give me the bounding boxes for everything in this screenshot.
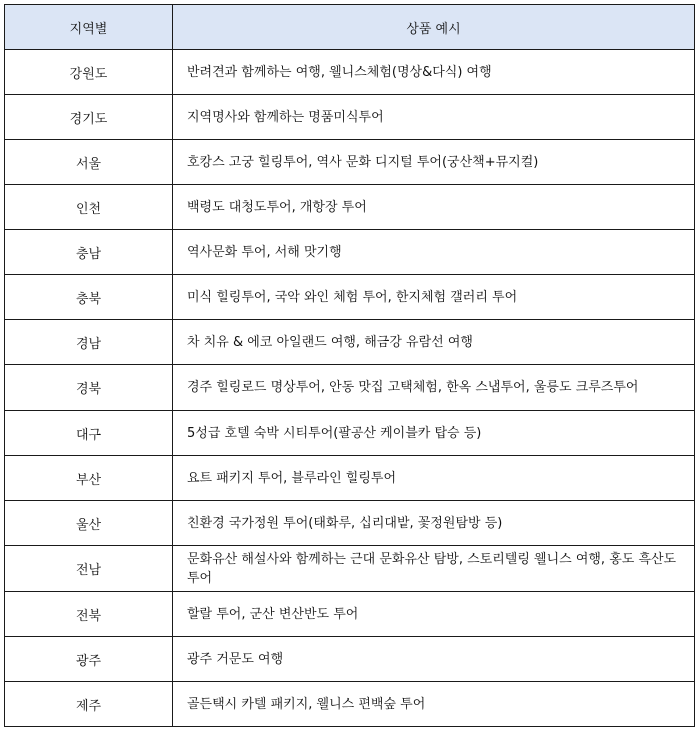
region-cell: 부산 xyxy=(5,456,173,501)
product-cell: 반려견과 함께하는 여행, 웰니스체험(명상&다식) 여행 xyxy=(173,50,695,95)
table-row xyxy=(5,50,695,95)
product-cell: 역사문화 투어, 서해 맛기행 xyxy=(173,230,695,275)
table-row xyxy=(5,140,695,185)
table-row xyxy=(5,95,695,140)
table-header-row xyxy=(5,5,695,50)
header-region: 지역별 xyxy=(5,5,173,50)
region-cell: 전남 xyxy=(5,546,173,592)
region-cell: 광주 xyxy=(5,637,173,682)
region-cell: 대구 xyxy=(5,411,173,456)
region-cell: 경기도 xyxy=(5,95,173,140)
product-cell: 호캉스 고궁 힐링투어, 역사 문화 디지털 투어(궁산책+뮤지컬) xyxy=(173,140,695,185)
product-cell: 경주 힐링로드 명상투어, 안동 맛집 고택체험, 한옥 스냅투어, 울릉도 크루즈투어 xyxy=(173,365,695,411)
region-cell: 강원도 xyxy=(5,50,173,95)
product-cell: 문화유산 해설사와 함께하는 근대 문화유산 탐방, 스토리텔링 웰니스 여행, 홍도 흑산도 투어 xyxy=(173,546,695,592)
table-row xyxy=(5,682,695,727)
table-row xyxy=(5,320,695,365)
table-row xyxy=(5,637,695,682)
table-row xyxy=(5,501,695,546)
table-row xyxy=(5,365,695,411)
region-cell: 경남 xyxy=(5,320,173,365)
product-cell: 골든택시 카텔 패키지, 웰니스 편백숲 투어 xyxy=(173,682,695,727)
table-row xyxy=(5,275,695,320)
product-cell: 요트 패키지 투어, 블루라인 힐링투어 xyxy=(173,456,695,501)
region-cell: 전북 xyxy=(5,592,173,637)
region-product-table xyxy=(4,4,695,727)
region-cell: 경북 xyxy=(5,365,173,411)
table-row xyxy=(5,230,695,275)
product-cell: 광주 거문도 여행 xyxy=(173,637,695,682)
region-cell: 충북 xyxy=(5,275,173,320)
product-cell: 백령도 대청도투어, 개항장 투어 xyxy=(173,185,695,230)
product-cell: 5성급 호텔 숙박 시티투어(팔공산 케이블카 탑승 등) xyxy=(173,411,695,456)
product-cell: 미식 힐링투어, 국악 와인 체험 투어, 한지체험 갤러리 투어 xyxy=(173,275,695,320)
table-row xyxy=(5,546,695,592)
product-cell: 지역명사와 함께하는 명품미식투어 xyxy=(173,95,695,140)
table-row xyxy=(5,185,695,230)
region-cell: 울산 xyxy=(5,501,173,546)
table-row xyxy=(5,592,695,637)
table-row xyxy=(5,456,695,501)
header-product: 상품 예시 xyxy=(173,5,695,50)
table-row xyxy=(5,411,695,456)
product-cell: 차 치유 & 에코 아일랜드 여행, 해금강 유람선 여행 xyxy=(173,320,695,365)
region-cell: 충남 xyxy=(5,230,173,275)
product-cell: 친환경 국가정원 투어(태화루, 십리대밭, 꽃정원탐방 등) xyxy=(173,501,695,546)
region-cell: 제주 xyxy=(5,682,173,727)
region-cell: 서울 xyxy=(5,140,173,185)
region-cell: 인천 xyxy=(5,185,173,230)
product-cell: 할랄 투어, 군산 변산반도 투어 xyxy=(173,592,695,637)
